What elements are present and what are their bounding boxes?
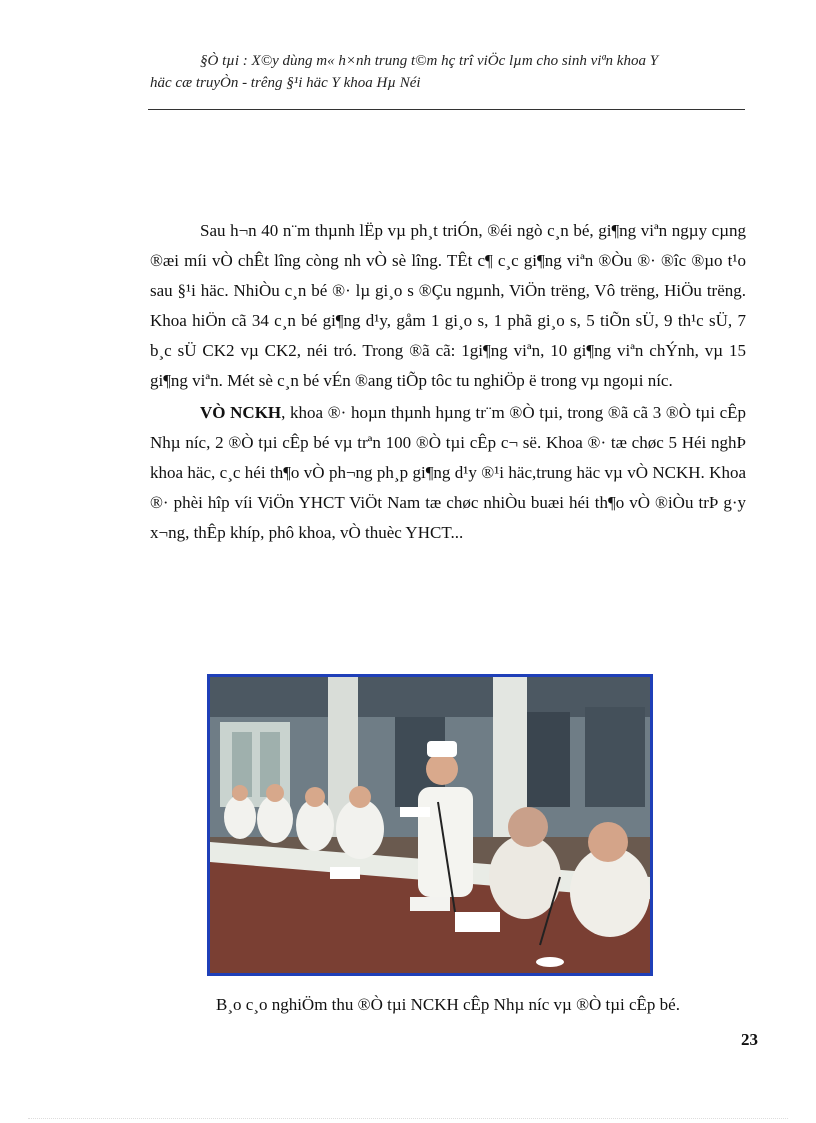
paragraph-research-text: , khoa ®· hoµn thµnh hµng tr¨m ®Ò tµi, trong ®ã cã 3 ®Ò tµi cÊp Nhµ níc, 2 ®Ò tµi cÊp bé vµ trªn 100 ®Ò tµi cÊp c¬ së. Khoa ®· tæ chøc 5 Héi nghÞ khoa häc, c¸c héi th¶o vÒ ph¬ng ph¸p gi¶ng d¹y ®¹i häc,trung häc vµ vÒ NCKH. Khoa ®· phèi hîp víi ViÖn YHCT ViÖt Nam tæ chøc nhiÒu buæi héi th¶o vÒ ®iÒu trÞ g·y x¬ng, thÊp khíp, phô khoa, vÒ thuèc YHCT...: [150, 403, 747, 542]
paragraph-research: [150, 398, 746, 548]
header-line-2: häc cæ truyÒn - trêng §¹i häc Y khoa Hµ Néi: [150, 75, 421, 91]
running-header: [150, 50, 745, 94]
page-number: 23: [741, 1030, 758, 1049]
meeting-photo-illustration: [210, 677, 650, 973]
body-text: [150, 216, 746, 548]
meeting-photo: [207, 674, 653, 976]
paragraph-staff: Sau h¬n 40 n¨m thµnh lËp vµ ph¸t triÓn, ®éi ngò c¸n bé, gi¶ng viªn ngµy cµng ®æi míi vÒ chÊt lîng còng nh vÒ sè lîng. TÊt c¶ c¸c gi¶ng viªn ®Òu ®· ®îc ®µo t¹o sau §¹i häc. NhiÒu c¸n bé ®· lµ gi¸o s ®Çu ngµnh, ViÖn trëng, Vô trëng, HiÖu trëng. Khoa hiÖn cã 34 c¸n bé gi¶ng d¹y, gåm 1 gi¸o s, 1 phã gi¸o s, 5 tiÕn sÜ, 9 th¹c sÜ, 7 b¸c sÜ CK2 vµ CK2, néi tró. Trong ®ã cã: 1gi¶ng viªn, 10 gi¶ng viªn chÝnh, vµ 15 gi¶ng viªn. Mét sè c¸n bé vÉn ®ang tiÕp tôc tu nghiÖp ë trong vµ ngoµi níc.: [150, 221, 746, 390]
paragraph-research-lead: VÒ NCKH: [200, 403, 282, 422]
page-bottom-divider: [28, 1118, 788, 1119]
photo-caption: B¸o c¸o nghiÖm thu ®Ò tµi NCKH cÊp Nhµ níc vµ ®Ò tµi cÊp bé.: [216, 995, 680, 1014]
header-divider: [148, 109, 745, 110]
header-line-1: §Ò tµi : X©y dùng m« h×nh trung t©m hç trî viÖc lµm cho sinh viªn khoa Y: [200, 53, 659, 69]
